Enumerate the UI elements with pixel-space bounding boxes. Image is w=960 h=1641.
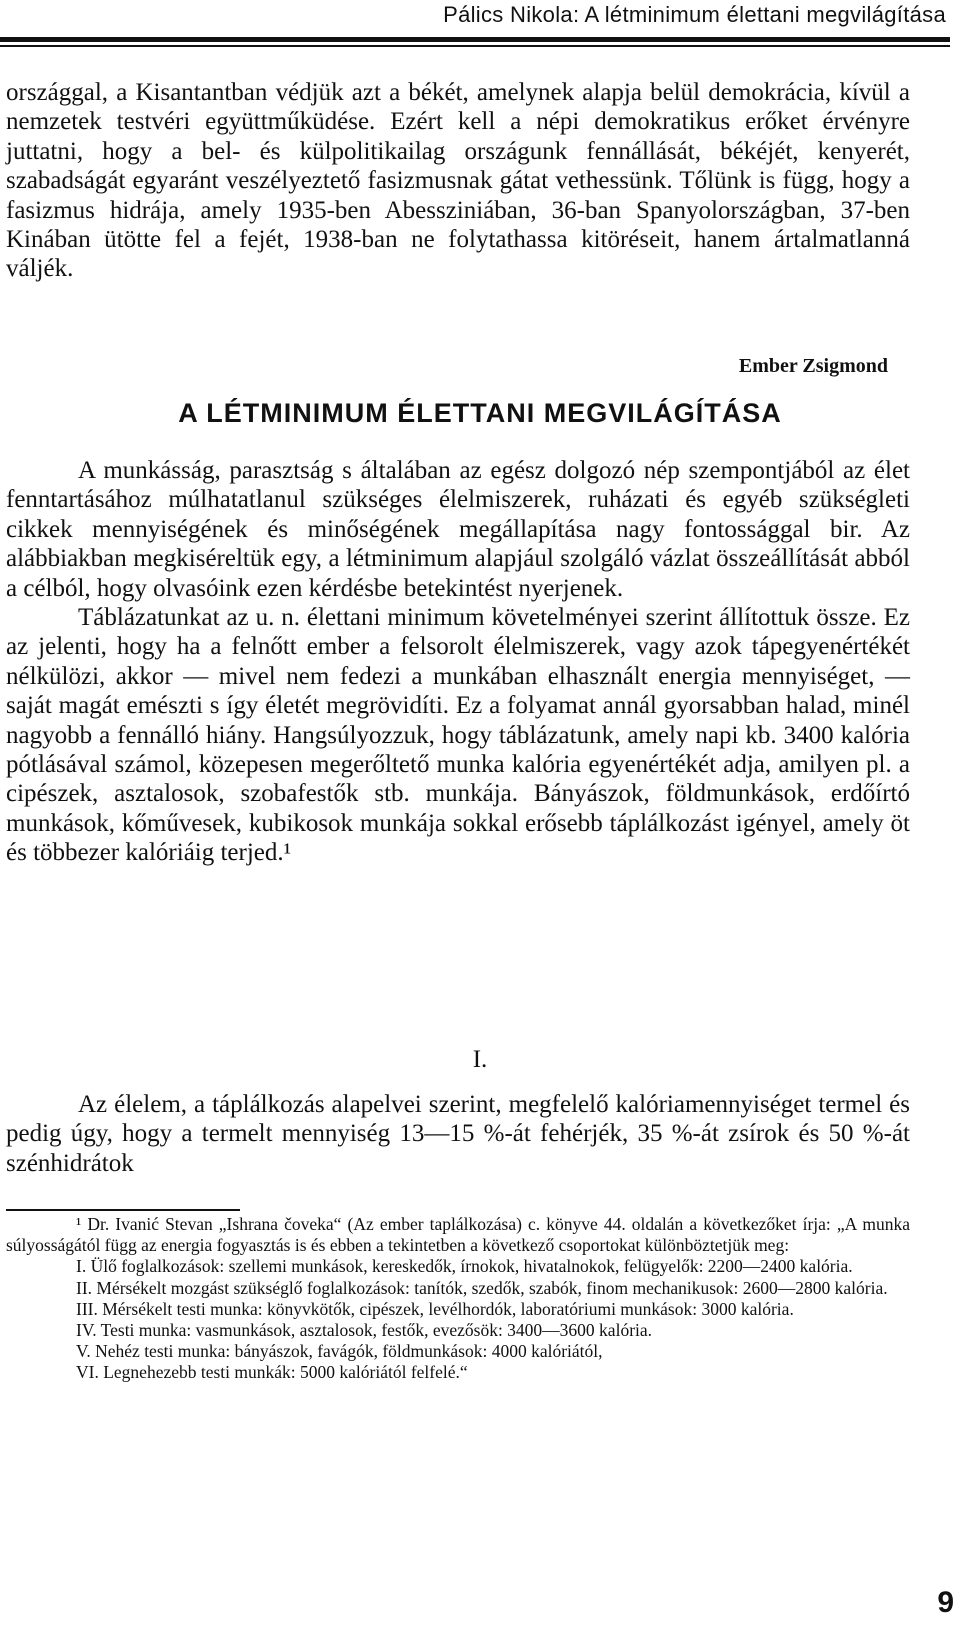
footnote-item: I. Ülő foglalkozások: szellemi munkások, kereskedők, írnokok, hivatalnokok, felügyelők: 2200—2400 kalória. — [76, 1256, 853, 1277]
body-paragraph: Táblázatunkat az u. n. élettani minimum követelményei szerint állítottuk össze. Ez az jelenti, hogy ha a felnőtt ember a felsorolt élelmiszerek, vagy azok tápegyenértékét nélkülözi, akkor — mivel nem fedezi a munkában elhasznált energia mennyiséget, — saját magát emészti s így életét megrövidíti. Ez a folyamat annál gyorsabban halad, minél nagyobb a fennálló hiány. Hangsúlyozzuk, hogy táblázatunk, amely napi kb. 3400 kalória pótlásával számol, közepesen megerőltető munka kalória egyenértékét adja, amilyen pl. a cipészek, asztalosok, szobafestők stb. munkája. Bányászok, földmunkások, erdőírtó munkások, kőművesek, kubikosok munkája sokkal erősebb táplálkozást igényel, amely öt és többezer kalóriáig terjed.¹ — [6, 604, 910, 867]
section-paragraph: Az élelem, a táplálkozás alapelvei szerint, megfelelő kalóriamennyiséget termel és pedig úgy, hogy a termelt mennyiség 13—15 %-át fehérjék, 35 %-át zsírok és 50 %-át szénhidrátok — [6, 1091, 910, 1177]
article-title: A LÉTMINIMUM ÉLETTANI MEGVILÁGÍTÁSA — [178, 398, 782, 428]
page-number: 9 — [937, 1586, 954, 1619]
footnote-item: III. Mérsékelt testi munka: könyvkötők, cipészek, levélhordók, laboratóriumi munkások: 3000 kalória. — [76, 1298, 794, 1319]
article-body — [6, 456, 910, 868]
footnote-item: V. Nehéz testi munka: bányászok, favágók, földmunkások: 4000 kalóriától, — [76, 1341, 603, 1362]
footnote-intro: ¹ Dr. Ivanić Stevan „Ishrana čoveka“ (Az ember taplálkozása) c. könyve 44. oldalán a következőket írja: „A munka súlyosságától függ az energia fogyasztás is és ebben a tekintetben a következő csoportokat különböztetjük meg: — [6, 1214, 910, 1256]
intro-paragraph: országgal, a Kisantantban védjük azt a békét, amelynek alapja belül demokrácia, kívül a nemzetek testvéri együttműküdése. Ezért kell a népi demokratikus erőket érvényre juttatni, hogy a bel- és külpolitikailag országunk fennállását, békéjét, kenyerét, szabadságát egyaránt veszélyeztető fasizmusnak gátat vethessünk. Tőlünk is függ, hogy a fasizmus hidrája, amely 1935-ben Abessziniában, 36-ban Spanyolországban, 37-ben Kinában ütötte fel a fejét, 1938-ban ne folytathassa kitöréseit, hanem ártalmatlanná váljék. — [6, 79, 910, 283]
body-paragraph: A munkásság, parasztság s általában az egész dolgozó nép szempontjából az élet fenntartásához múlhatatlanul szükséges élelmiszerek, ruházati és egyéb szükségleti cikkek mennyiségének és minőségének megállapítása nagy fontossággal bir. Az alábbiakban megkiséreltük egy, a létminimum alapjául szolgáló vázlat összeállítását abból a célból, hogy olvasóink ezen kérdésbe betekintést nyerjenek. — [6, 457, 910, 602]
section-number: I. — [472, 1046, 488, 1073]
header-rule-thick — [0, 37, 950, 42]
running-head: Pálics Nikola: A létminimum élettani megvilágítása — [443, 2, 946, 27]
footnote-item: IV. Testi munka: vasmunkások, asztalosok, festők, evezősök: 3400—3600 kalória. — [76, 1320, 653, 1341]
intro-section — [6, 78, 910, 284]
author-signature: Ember Zsigmond — [738, 355, 888, 377]
footnote-rule — [6, 1209, 240, 1211]
footnotes — [6, 1214, 910, 1384]
footnote-item: VI. Legnehezebb testi munkák: 5000 kalóriától felfelé.“ — [76, 1362, 468, 1383]
section-body — [6, 1090, 910, 1178]
header-rule-thin — [0, 45, 950, 47]
footnote-item: II. Mérsékelt mozgást szükséglő foglalkozások: tanítók, szedők, szabók, finom mechanikusok: 2600—2800 kalória. — [76, 1277, 888, 1298]
